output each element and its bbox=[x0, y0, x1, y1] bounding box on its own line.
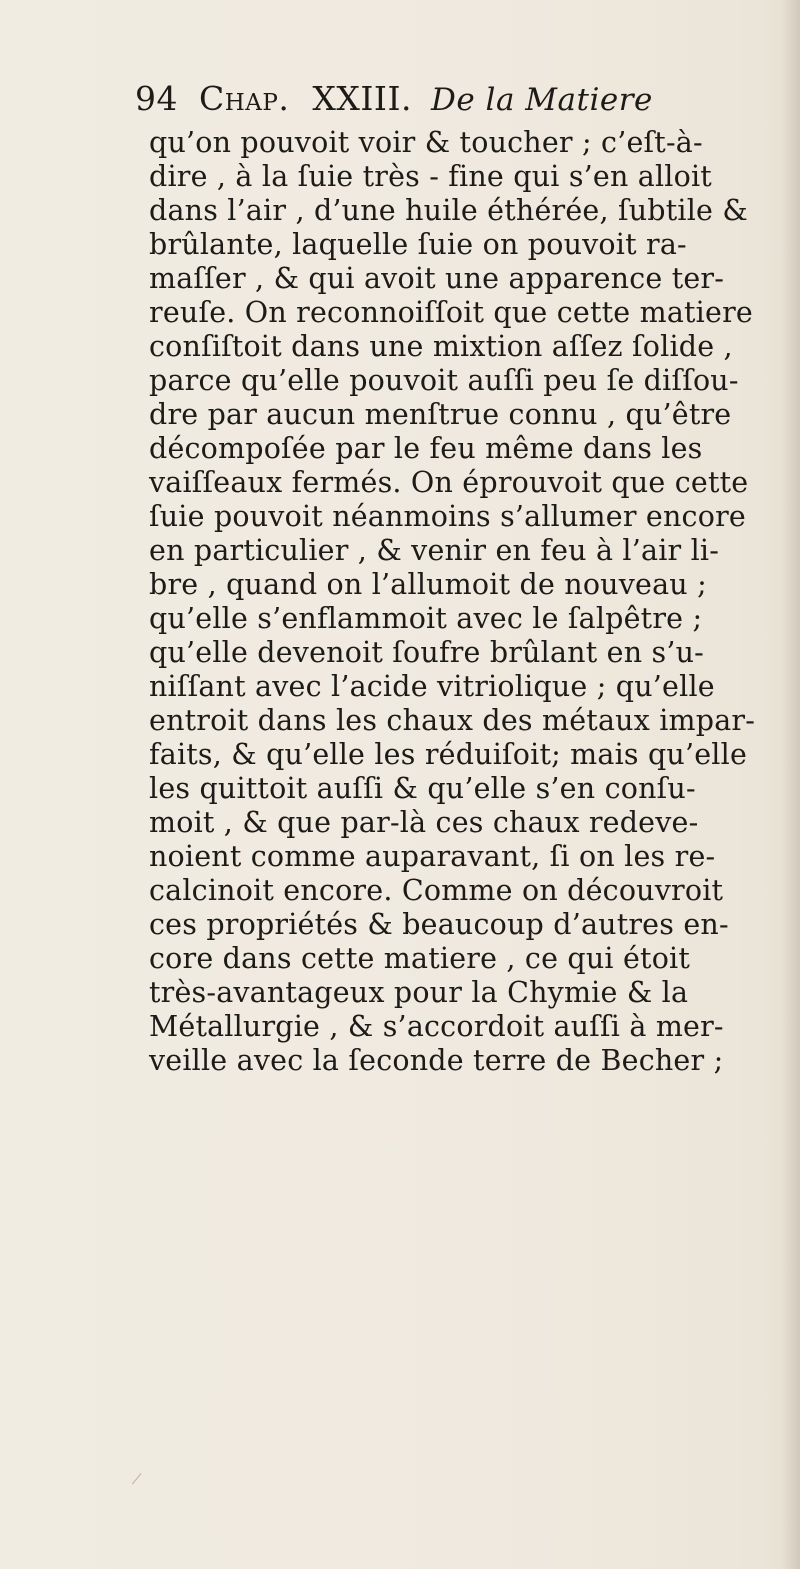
text-line: conſiſtoit dans une mixtion aſſez ſolide , bbox=[149, 330, 733, 363]
text-line: qu’elle s’enflammoit avec le ſalpêtre ; bbox=[149, 602, 703, 635]
text-line: dans l’air , d’une huile éthérée, ſubtile & bbox=[149, 194, 748, 227]
text-line: très-avantageux pour la Chymie & la bbox=[149, 976, 689, 1009]
chapter-number: XXIII. bbox=[312, 79, 412, 118]
text-line: brûlante, laquelle ſuie on pouvoit ra- bbox=[149, 228, 687, 261]
text-line: calcinoit encore. Comme on découvroit bbox=[149, 874, 724, 907]
text-line: faits, & qu’elle les réduiſoit; mais qu’elle bbox=[149, 738, 748, 771]
text-line: dre par aucun menſtrue connu , qu’être bbox=[149, 398, 732, 431]
text-line: veille avec la ſeconde terre de Becher ; bbox=[149, 1044, 724, 1077]
paper-blemish bbox=[132, 1473, 149, 1491]
text-line: entroit dans les chaux des métaux impar- bbox=[149, 704, 756, 737]
text-line: en particulier , & venir en feu à l’air li- bbox=[149, 534, 720, 567]
text-line: reuſe. On reconnoiſſoit que cette matiere bbox=[149, 296, 753, 329]
text-line: noient comme auparavant, ſi on les re- bbox=[149, 840, 716, 873]
text-line: maſſer , & qui avoit une apparence ter- bbox=[149, 262, 725, 295]
text-line: vaiſſeaux fermés. On éprouvoit que cette bbox=[149, 466, 749, 499]
text-line: niſſant avec l’acide vitriolique ; qu’elle bbox=[149, 670, 715, 703]
running-title: De la Matiere bbox=[430, 82, 653, 118]
text-line: décompoſée par le feu même dans les bbox=[149, 432, 703, 465]
text-line: qu’elle devenoit ſoufre brûlant en s’u- bbox=[149, 636, 705, 669]
body-text bbox=[149, 126, 789, 1078]
chapter-label: Chap. bbox=[199, 79, 290, 118]
text-line: Métallurgie , & s’accordoit auſſi à mer- bbox=[149, 1010, 724, 1043]
page-number: 94 bbox=[135, 79, 178, 118]
text-line: ces propriétés & beaucoup d’autres en- bbox=[149, 908, 729, 941]
text-line: qu’on pouvoit voir & toucher ; c’eſt-à- bbox=[149, 126, 703, 159]
text-line: bre , quand on l’allumoit de nouveau ; bbox=[149, 568, 707, 601]
running-header bbox=[135, 78, 775, 120]
text-line: core dans cette matiere , ce qui étoit bbox=[149, 942, 691, 975]
text-line: parce qu’elle pouvoit auſſi peu ſe diſſou- bbox=[149, 364, 739, 397]
text-line: moit , & que par-là ces chaux redeve- bbox=[149, 806, 699, 839]
text-line: dire , à la ſuie très - fine qui s’en alloit bbox=[149, 160, 712, 193]
text-line: ſuie pouvoit néanmoins s’allumer encore bbox=[149, 500, 746, 533]
text-line: les quittoit auſſi & qu’elle s’en conſu- bbox=[149, 772, 696, 805]
